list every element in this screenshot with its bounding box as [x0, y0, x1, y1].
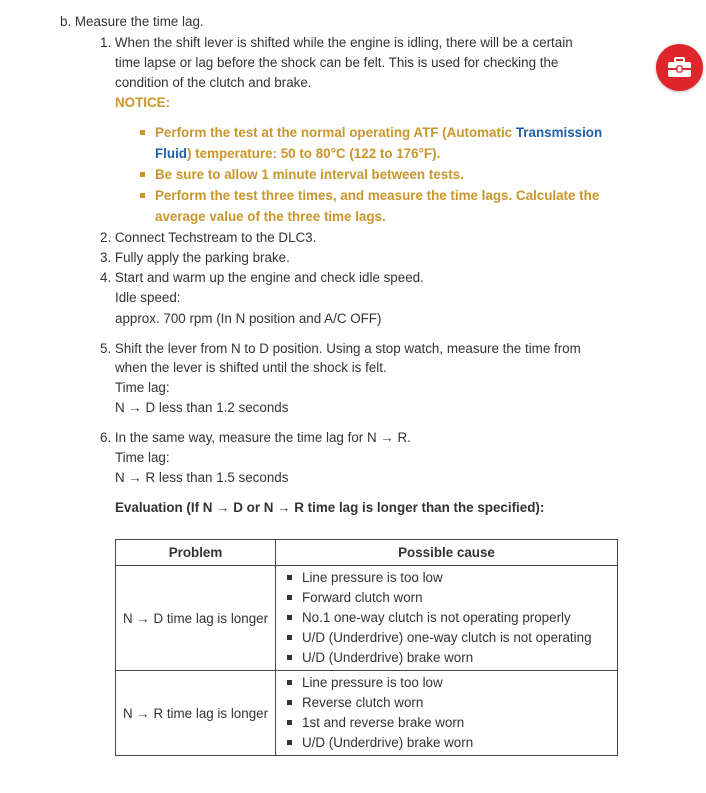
table-row [116, 671, 618, 756]
fluid-link[interactable]: Fluid [155, 146, 187, 161]
notice-1-line-2: Fluid) temperature: 50 to 80°C (122 to 176°F). [155, 146, 441, 161]
evaluation-heading: Evaluation (If N → D or N → R time lag is longer than the specified): [115, 500, 545, 515]
cause-item: 1st and reverse brake worn [286, 713, 617, 733]
step-1-line-1: 1. When the shift lever is shifted while the engine is idling, there will be a certain [100, 35, 573, 50]
time-lag-value-nr: N → R less than 1.5 seconds [115, 470, 289, 485]
notice-3-line-2: average value of the three time lags. [155, 209, 386, 224]
idle-speed-value: approx. 700 rpm (In N position and A/C OFF) [115, 311, 382, 326]
step-1-line-3: condition of the clutch and brake. [115, 75, 312, 90]
table-row [116, 566, 618, 671]
step-2: 2. Connect Techstream to the DLC3. [100, 230, 317, 245]
transmission-fluid-link[interactable]: Transmission [515, 125, 603, 140]
cause-item: No.1 one-way clutch is not operating properly [286, 608, 617, 628]
cause-item: U/D (Underdrive) brake worn [286, 733, 617, 753]
step-6: 6. In the same way, measure the time lag for N → R. [100, 430, 411, 445]
section-heading: b. Measure the time lag. [60, 14, 204, 29]
problem-cell: N → D time lag is longer [116, 566, 276, 671]
time-lag-label-nr: Time lag: [115, 450, 170, 465]
idle-speed-label: Idle speed: [115, 290, 181, 305]
time-lag-label-nd: Time lag: [115, 380, 170, 395]
cause-item: Reverse clutch worn [286, 693, 617, 713]
cause-list [276, 671, 617, 755]
table-header-row [116, 540, 618, 566]
step-5-line-2: when the lever is shifted until the shock is felt. [115, 360, 387, 375]
notice-2: Be sure to allow 1 minute interval between tests. [155, 167, 464, 182]
toolbox-icon [667, 57, 692, 78]
step-1-line-2: time lapse or lag before the shock can be felt. This is used for checking the [115, 55, 559, 70]
cause-item: U/D (Underdrive) one-way clutch is not operating [286, 628, 617, 648]
time-lag-value-nd: N → D less than 1.2 seconds [115, 400, 289, 415]
cause-item: Forward clutch worn [286, 588, 617, 608]
cause-item: Line pressure is too low [286, 568, 617, 588]
step-4: 4. Start and warm up the engine and check idle speed. [100, 270, 424, 285]
cause-cell [276, 671, 618, 756]
notice-bullet-icon [140, 130, 145, 135]
notice-bullet-icon [140, 172, 145, 177]
step-5-line-1: 5. Shift the lever from N to D position. Using a stop watch, measure the time from [100, 341, 581, 356]
toolbox-button[interactable] [656, 44, 703, 91]
cause-cell [276, 566, 618, 671]
notice-label: NOTICE: [115, 95, 171, 110]
step-3: 3. Fully apply the parking brake. [100, 250, 290, 265]
header-possible-cause: Possible cause [276, 540, 618, 566]
cause-list [276, 566, 617, 670]
problem-cell: N → R time lag is longer [116, 671, 276, 756]
cause-item: Line pressure is too low [286, 673, 617, 693]
header-problem: Problem [116, 540, 276, 566]
possible-cause-table [115, 539, 618, 756]
notice-3-line-1: Perform the test three times, and measure the time lags. Calculate the [155, 188, 600, 203]
notice-1-line-1: Perform the test at the normal operating ATF (Automatic Transmission [155, 125, 603, 140]
notice-bullet-icon [140, 193, 145, 198]
cause-item: U/D (Underdrive) brake worn [286, 648, 617, 668]
